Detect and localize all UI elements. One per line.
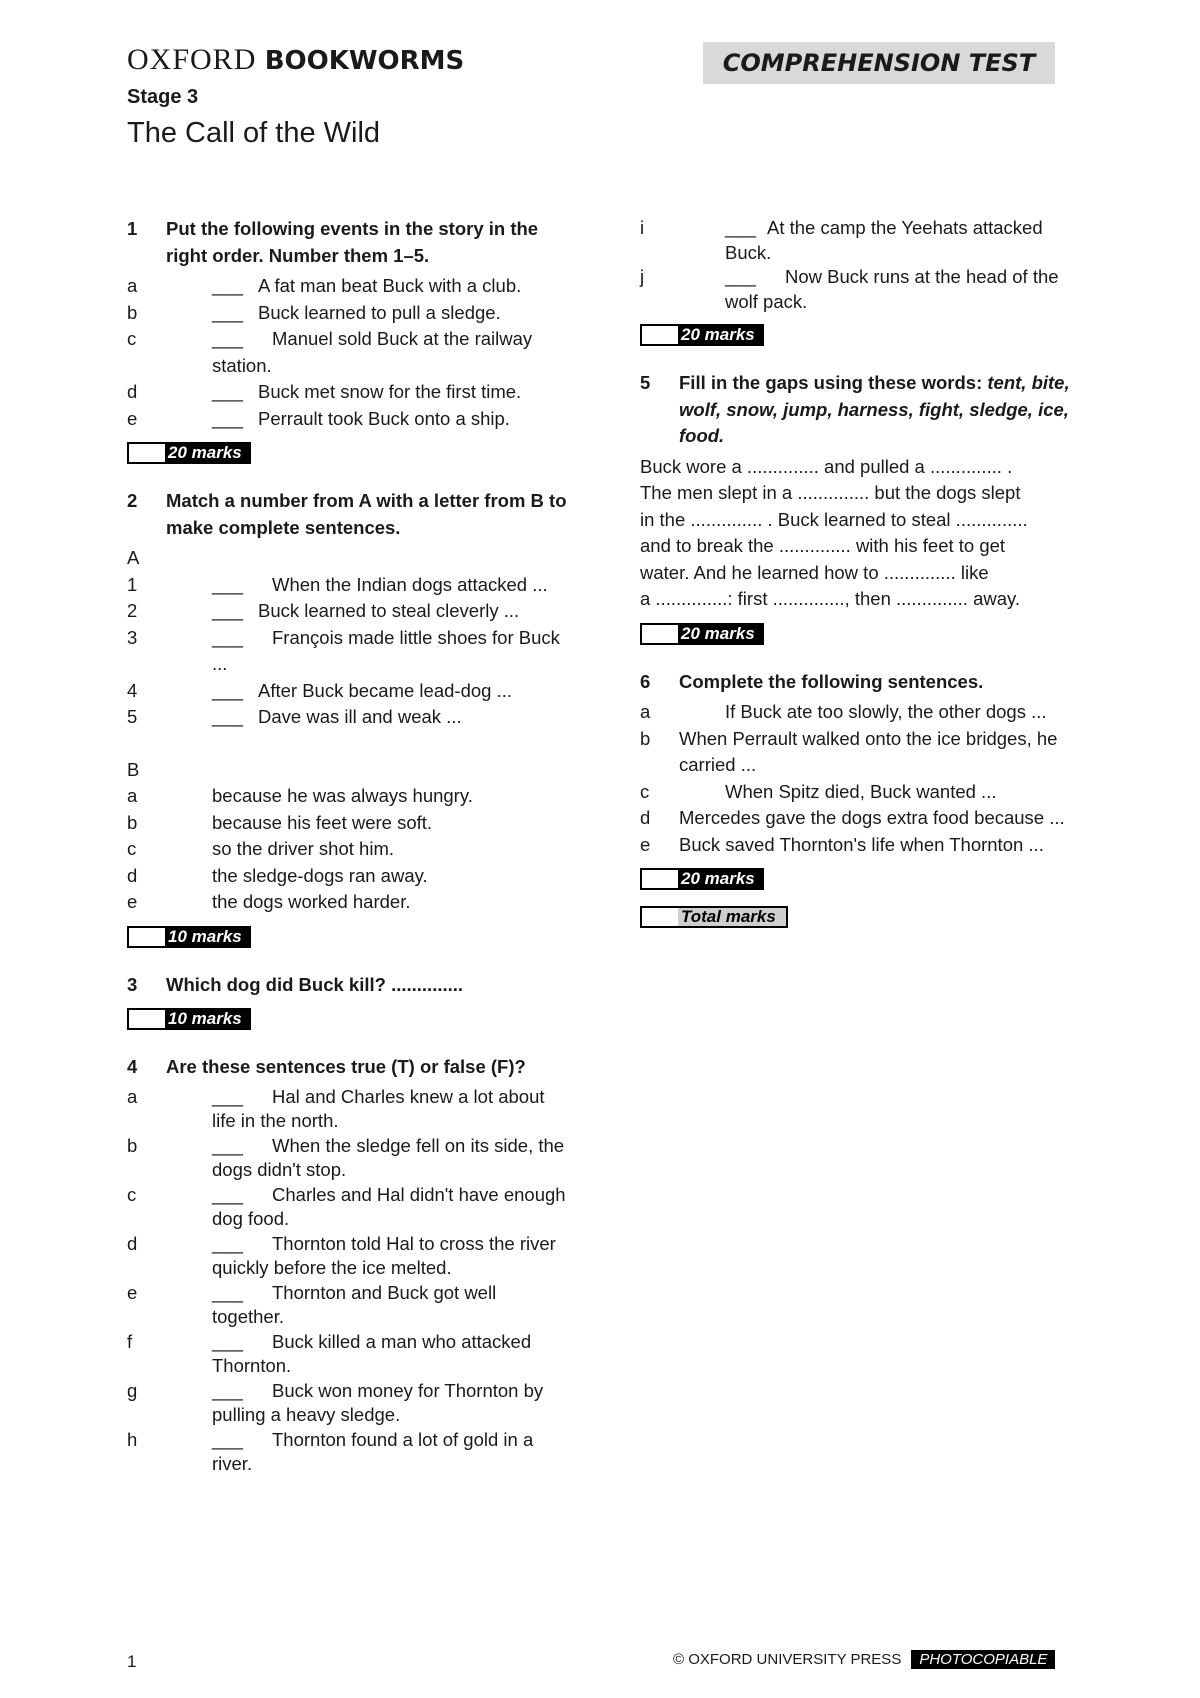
list-item: f ___ Buck killed a man who attacked Thornton. [127, 1330, 532, 1376]
marks-box-q6: 20 marks [640, 868, 764, 890]
list-item: a If Buck ate too slowly, the other dogs ... [640, 701, 1047, 722]
list-item: e Buck saved Thornton's life when Thornton ... [640, 833, 1044, 855]
list-item: c so the driver shot him. [127, 838, 394, 859]
page-title: The Call of the Wild [127, 117, 381, 149]
photocopiable-badge: PHOTOCOPIABLE [911, 1650, 1055, 1669]
question-1-prompt: 1 Put the following events in the story in the right order. Number them 1–5. [127, 218, 539, 266]
marks-box-q5: 20 marks [640, 623, 764, 645]
list-item: d the sledge-dogs ran away. [127, 864, 428, 886]
list-item: a ___ A fat man beat Buck with a club. [127, 275, 522, 296]
score-field[interactable] [642, 625, 678, 643]
page-number: 1 [127, 1652, 137, 1671]
right-column [640, 216, 1080, 938]
marks-box-q2: 10 marks [127, 926, 251, 948]
word-list: tent, bite, wolf, snow, jump, harness, fight, sledge, ice, food. [679, 372, 1070, 446]
brand-bookworms: BOOKWORMS [264, 46, 465, 76]
question-4-items-continued [640, 216, 1080, 314]
list-item: c When Spitz died, Buck wanted ... [640, 780, 997, 802]
score-field[interactable] [129, 444, 165, 462]
marks-box-q4: 20 marks [640, 324, 764, 346]
list-item: 5 ___ Dave was ill and weak ... [127, 706, 462, 727]
stage-label: Stage 3 [127, 86, 199, 108]
list-item: d Mercedes gave the dogs extra food because ... [640, 807, 1065, 828]
gap-fill-text: Buck wore a .............. and pulled a .............. . The men slept in a .............. but the dogs slept in the .............. . Buck learned to steal .............. and to break the .............. with his feet to get water. And he learned how to .............. like a ..............: first .............., then .............. away. [640, 455, 1028, 609]
list-item: h ___ Thornton found a lot of gold in a river. [127, 1428, 534, 1474]
question-3-prompt: 3 Which dog did Buck kill? .............. [127, 973, 464, 995]
list-item: c ___ Manuel sold Buck at the railway station. [127, 328, 533, 376]
question-6-prompt: 6 Complete the following sentences. [640, 670, 984, 692]
score-field[interactable] [129, 1010, 165, 1028]
list-item: e ___ Perrault took Buck onto a ship. [127, 407, 510, 429]
question-4-prompt: 4 Are these sentences true (T) or false (F)? [127, 1056, 526, 1077]
question-2-a-items [127, 572, 567, 731]
left-column [127, 216, 567, 1477]
list-item: b because his feet were soft. [127, 811, 433, 833]
question-1-items [127, 273, 567, 432]
list-item: 1 ___ When the Indian dogs attacked ... [127, 573, 548, 595]
marks-box-q1: 20 marks [127, 442, 251, 464]
score-field[interactable] [129, 928, 165, 946]
list-item: e the dogs worked harder. [127, 891, 411, 912]
list-item: b ___ Buck learned to pull a sledge. [127, 301, 501, 323]
list-item: d ___ Buck met snow for the first time. [127, 381, 522, 402]
total-marks-box: Total marks [640, 906, 788, 928]
list-item: 4 ___ After Buck became lead-dog ... [127, 679, 512, 701]
question-4-items [127, 1085, 567, 1477]
question-2-b-items [127, 783, 567, 916]
question-6-items [640, 699, 1080, 858]
list-item: 2 ___ Buck learned to steal cleverly ... [127, 600, 520, 621]
marks-box-q3: 10 marks [127, 1008, 251, 1030]
list-item: a because he was always hungry. [127, 785, 473, 806]
list-item: a ___ Hal and Charles knew a lot about life in the north. [127, 1085, 545, 1131]
copyright-notice: © OXFORD UNIVERSITY PRESS PHOTOCOPIABLE [673, 1650, 1055, 1669]
list-item: e ___ Thornton and Buck got well together. [127, 1281, 497, 1327]
list-item: b When Perrault walked onto the ice bridges, he carried ... [640, 727, 1058, 775]
score-field[interactable] [642, 870, 678, 888]
comprehension-test-badge: COMPREHENSION TEST [703, 42, 1055, 84]
list-item: c ___ Charles and Hal didn't have enough dog food. [127, 1183, 566, 1229]
list-item: g ___ Buck won money for Thornton by pulling a heavy sledge. [127, 1379, 544, 1425]
column-b-label: B [127, 758, 140, 780]
list-item: 3 ___ François made little shoes for Buck ... [127, 626, 560, 674]
brand-logo [127, 45, 464, 75]
question-2-prompt: 2 Match a number from A with a letter from B to make complete sentences. [127, 490, 567, 538]
score-field[interactable] [642, 326, 678, 344]
total-score-field[interactable] [642, 908, 678, 926]
brand-oxford: OXFORD [127, 43, 257, 76]
question-5-prompt: 5 Fill in the gaps using these words: tent, bite, wolf, snow, jump, harness, fight, sledge, ice, food. [640, 372, 1070, 446]
list-item: b ___ When the sledge fell on its side, the dogs didn't stop. [127, 1134, 565, 1180]
column-a-label: A [127, 547, 140, 568]
list-item: d ___ Thornton told Hal to cross the river quickly before the ice melted. [127, 1232, 556, 1278]
list-item: j ___ Now Buck runs at the head of the wolf pack. [640, 266, 1059, 312]
list-item: i ___ At the camp the Yeehats attacked Buck. [640, 217, 1043, 263]
